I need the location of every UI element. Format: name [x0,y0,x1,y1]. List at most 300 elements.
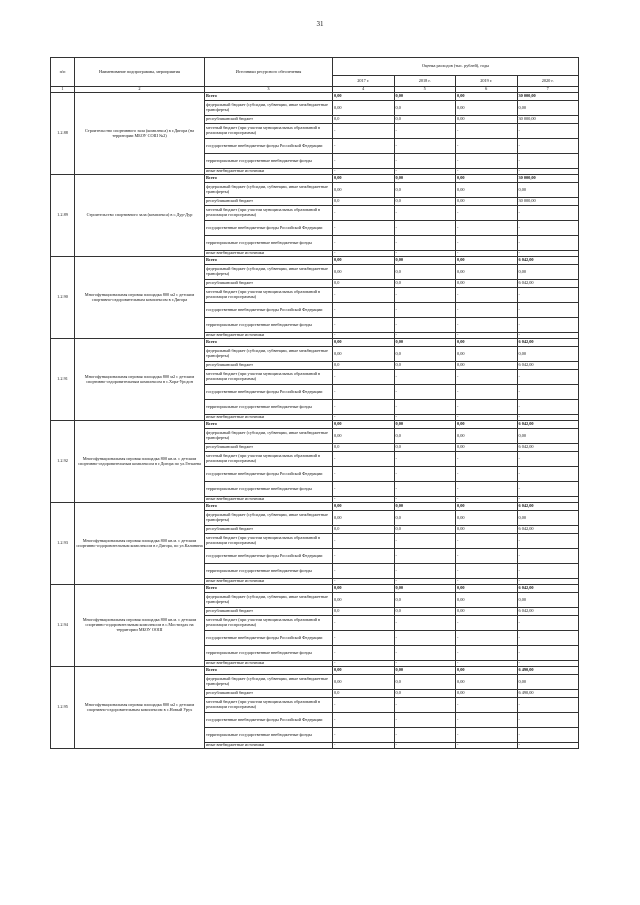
table-row [51,257,579,265]
amount-cell: - [456,616,518,631]
amount-cell: - [333,139,395,154]
funding-source: территориальные государственные внебюджетные фонды [205,318,333,333]
amount-cell: 6 042,00 [517,608,579,616]
amount-cell: 0,00 [456,503,518,511]
amount-cell: - [394,713,456,728]
amount-cell: 0,00 [456,608,518,616]
amount-cell: 0,00 [456,444,518,452]
amount-cell: 0,0 [333,198,395,206]
amount-cell: - [333,452,395,467]
amount-cell: - [394,206,456,221]
funding-source: местный бюджет (при участии муниципальных образований в реализации госпрограммы) [205,616,333,631]
amount-cell: - [456,251,518,257]
amount-cell: - [333,169,395,175]
amount-cell: - [456,452,518,467]
amount-cell: 0,00 [394,667,456,675]
amount-cell: 0,0 [333,690,395,698]
table-row [51,503,579,511]
amount-cell: - [333,467,395,482]
amount-cell: - [456,467,518,482]
amount-cell: - [517,318,579,333]
amount-cell: - [517,139,579,154]
amount-cell: - [517,728,579,743]
amount-cell: 0,0 [394,608,456,616]
amount-cell: 0,00 [333,265,395,280]
amount-cell: - [394,154,456,169]
amount-cell: - [456,288,518,303]
amount-cell: 0,00 [456,421,518,429]
funding-source: Всего [205,585,333,593]
funding-source: государственные внебюджетные фонды Российской Федерации [205,385,333,400]
amount-cell: - [456,661,518,667]
measure-name: Многофункциональная игровая площадка 800 кв.м. с детским спортивно-оздоровительным комплексом в г.Дигора по ул.Гегкаева [75,421,205,503]
amount-cell: - [456,631,518,646]
table-row [51,585,579,593]
amount-cell: - [456,318,518,333]
column-index: 4 [333,87,395,93]
amount-cell: - [456,698,518,713]
amount-cell: 0,00 [333,511,395,526]
amount-cell: 6 042,00 [517,257,579,265]
amount-cell: 0,00 [333,347,395,362]
amount-cell: - [517,385,579,400]
amount-cell: - [456,728,518,743]
amount-cell: - [456,333,518,339]
funding-source: иные внебюджетные источники [205,169,333,175]
table-row [51,421,579,429]
amount-cell: - [456,713,518,728]
amount-cell: - [394,221,456,236]
amount-cell: - [394,385,456,400]
funding-source: Всего [205,339,333,347]
measure-number: 1.2.91 [51,339,75,421]
amount-cell: 0,00 [333,503,395,511]
amount-cell: - [456,400,518,415]
column-index: 2 [75,87,205,93]
amount-cell: - [394,743,456,749]
amount-cell: 0,00 [456,280,518,288]
amount-cell: - [333,534,395,549]
funding-source: иные внебюджетные источники [205,251,333,257]
column-index: 1 [51,87,75,93]
funding-source: местный бюджет (при участии муниципальных образований в реализации госпрограммы) [205,452,333,467]
amount-cell: - [517,631,579,646]
funding-source: местный бюджет (при участии муниципальных образований в реализации госпрограммы) [205,698,333,713]
amount-cell: 0,00 [517,593,579,608]
amount-cell: 0,00 [456,265,518,280]
amount-cell: - [517,743,579,749]
table-body [51,93,579,749]
funding-source: федеральный бюджет (субсидии, субвенции, иные межбюджетные трансферты) [205,511,333,526]
amount-cell: - [333,370,395,385]
amount-cell: 6 490,00 [517,690,579,698]
funding-source: территориальные государственные внебюджетные фонды [205,482,333,497]
amount-cell: - [394,631,456,646]
header-year: 2018 г. [394,76,456,87]
amount-cell: 0,00 [333,421,395,429]
amount-cell: 0,00 [517,347,579,362]
amount-cell: - [394,251,456,257]
amount-cell: - [456,743,518,749]
column-index: 5 [394,87,456,93]
amount-cell: 0,00 [394,339,456,347]
amount-cell: 0,00 [333,175,395,183]
funding-source: территориальные государственные внебюджетные фонды [205,564,333,579]
amount-cell: - [517,251,579,257]
funding-source: территориальные государственные внебюджетные фонды [205,400,333,415]
funding-source: Всего [205,503,333,511]
amount-cell: 0,0 [394,183,456,198]
amount-cell: 0,00 [456,690,518,698]
amount-cell: - [333,124,395,139]
amount-cell: 0,00 [333,339,395,347]
amount-cell: - [333,206,395,221]
amount-cell: - [517,713,579,728]
funding-source: местный бюджет (при участии муниципальных образований в реализации госпрограммы) [205,288,333,303]
funding-source: местный бюджет (при участии муниципальных образований в реализации госпрограммы) [205,534,333,549]
measure-name: Многофункциональная игровая площадка 800 м2 с детским спортивно-оздоровительным комплексом в г.Дигора [75,257,205,339]
amount-cell: - [394,288,456,303]
amount-cell: 0,00 [456,667,518,675]
funding-source: федеральный бюджет (субсидии, субвенции, иные межбюджетные трансферты) [205,675,333,690]
amount-cell: - [333,221,395,236]
amount-cell: 0,0 [394,198,456,206]
amount-cell: 0,00 [456,93,518,101]
funding-source: федеральный бюджет (субсидии, субвенции, иные межбюджетные трансферты) [205,429,333,444]
amount-cell: 0,00 [517,511,579,526]
amount-cell: - [456,169,518,175]
measure-number: 1.2.95 [51,667,75,749]
table-row [51,667,579,675]
amount-cell: 0,0 [394,362,456,370]
funding-source: территориальные государственные внебюджетные фонды [205,236,333,251]
funding-source: республиканский бюджет [205,526,333,534]
amount-cell: - [517,333,579,339]
header-year: 2020 г. [517,76,579,87]
amount-cell: - [333,482,395,497]
amount-cell: - [333,154,395,169]
amount-cell: 0,00 [456,526,518,534]
amount-cell: - [517,206,579,221]
header-num: п/п [51,58,75,87]
amount-cell: - [456,124,518,139]
amount-cell: - [517,288,579,303]
amount-cell: - [394,124,456,139]
amount-cell: 0,00 [394,585,456,593]
amount-cell: 0,0 [394,429,456,444]
amount-cell: - [394,333,456,339]
amount-cell: 30 000,00 [517,116,579,124]
amount-cell: 0,00 [333,429,395,444]
amount-cell: - [394,139,456,154]
amount-cell: - [456,221,518,236]
amount-cell: - [394,549,456,564]
amount-cell: - [456,303,518,318]
amount-cell: - [333,415,395,421]
measure-number: 1.2.94 [51,585,75,667]
funding-source: территориальные государственные внебюджетные фонды [205,646,333,661]
measure-name: Строительство спортивного зала (комплекса) в с.Дур-Дур [75,175,205,257]
funding-source: государственные внебюджетные фонды Российской Федерации [205,713,333,728]
amount-cell: - [456,579,518,585]
amount-cell: - [333,698,395,713]
amount-cell: - [456,415,518,421]
measure-name: Многофункциональная игровая площадка 800 м2 с детским спортивно-оздоровительным комплексом в с.Хора-Урсдон [75,339,205,421]
amount-cell: 6 042,00 [517,362,579,370]
amount-cell: 30 000,00 [517,93,579,101]
amount-cell: 6 042,00 [517,503,579,511]
funding-source: Всего [205,257,333,265]
amount-cell: - [456,534,518,549]
funding-source: государственные внебюджетные фонды Российской Федерации [205,221,333,236]
amount-cell: 6 042,00 [517,421,579,429]
funding-source: республиканский бюджет [205,690,333,698]
funding-source: государственные внебюджетные фонды Российской Федерации [205,549,333,564]
amount-cell: 30 000,00 [517,175,579,183]
amount-cell: 0,00 [456,362,518,370]
amount-cell: - [517,169,579,175]
amount-cell: - [333,743,395,749]
amount-cell: 0,00 [456,593,518,608]
amount-cell: - [333,549,395,564]
amount-cell: - [517,154,579,169]
amount-cell: - [333,728,395,743]
amount-cell: - [517,303,579,318]
amount-cell: 0,00 [333,585,395,593]
amount-cell: - [394,415,456,421]
measure-name: Многофункциональная игровая площадка 800 кв.м. с детским спортивно-оздоровительным комплексом в г.Дигора, по ул.Калинина [75,503,205,585]
amount-cell: - [333,385,395,400]
amount-cell: - [333,288,395,303]
amount-cell: 0,00 [333,593,395,608]
funding-source: Всего [205,175,333,183]
measure-number: 1.2.89 [51,175,75,257]
funding-source: государственные внебюджетные фонды Российской Федерации [205,467,333,482]
funding-source: федеральный бюджет (субсидии, субвенции, иные межбюджетные трансферты) [205,183,333,198]
funding-source: республиканский бюджет [205,608,333,616]
amount-cell: 0,00 [333,183,395,198]
amount-cell: - [456,139,518,154]
amount-cell: 0,00 [456,339,518,347]
amount-cell: - [394,728,456,743]
amount-cell: - [394,698,456,713]
amount-cell: - [517,221,579,236]
funding-source: республиканский бюджет [205,444,333,452]
amount-cell: - [394,370,456,385]
amount-cell: 0,0 [333,608,395,616]
amount-cell: 0,00 [394,175,456,183]
amount-cell: - [456,482,518,497]
funding-source: федеральный бюджет (субсидии, субвенции, иные межбюджетные трансферты) [205,265,333,280]
funding-source: федеральный бюджет (субсидии, субвенции, иные межбюджетные трансферты) [205,593,333,608]
amount-cell: - [394,236,456,251]
amount-cell: 0,00 [517,429,579,444]
amount-cell: - [456,370,518,385]
funding-source: иные внебюджетные источники [205,661,333,667]
amount-cell: - [456,646,518,661]
header-year: 2017 г. [333,76,395,87]
amount-cell: - [394,400,456,415]
funding-source: Всего [205,667,333,675]
table-row [51,175,579,183]
amount-cell: 0,00 [456,175,518,183]
amount-cell: - [394,452,456,467]
amount-cell: 0,00 [333,667,395,675]
funding-source: иные внебюджетные источники [205,415,333,421]
amount-cell: - [394,579,456,585]
amount-cell: - [333,303,395,318]
amount-cell: 6 042,00 [517,280,579,288]
amount-cell: 0,00 [517,183,579,198]
amount-cell: - [394,661,456,667]
amount-cell: 30 000,00 [517,198,579,206]
amount-cell: - [517,482,579,497]
funding-source: республиканский бюджет [205,362,333,370]
amount-cell: - [517,236,579,251]
amount-cell: 6 042,00 [517,444,579,452]
funding-source: республиканский бюджет [205,280,333,288]
amount-cell: 0,00 [456,183,518,198]
amount-cell: - [394,534,456,549]
amount-cell: - [333,400,395,415]
column-index: 3 [205,87,333,93]
amount-cell: - [333,318,395,333]
table-row [51,339,579,347]
amount-cell: - [517,467,579,482]
funding-source: территориальные государственные внебюджетные фонды [205,154,333,169]
funding-source: Всего [205,93,333,101]
funding-source: государственные внебюджетные фонды Российской Федерации [205,303,333,318]
amount-cell: 0,00 [333,675,395,690]
funding-source: местный бюджет (при участии муниципальных образований в реализации госпрограммы) [205,370,333,385]
amount-cell: - [333,497,395,503]
funding-source: иные внебюджетные источники [205,579,333,585]
amount-cell: - [517,616,579,631]
amount-cell: 0,0 [394,280,456,288]
amount-cell: 0,00 [517,675,579,690]
amount-cell: - [333,646,395,661]
amount-cell: - [517,497,579,503]
amount-cell: - [394,482,456,497]
amount-cell: - [517,564,579,579]
amount-cell: 0,0 [333,526,395,534]
amount-cell: 0,00 [456,429,518,444]
amount-cell: 0,0 [394,347,456,362]
funding-source: федеральный бюджет (субсидии, субвенции, иные межбюджетные трансферты) [205,101,333,116]
amount-cell: - [456,236,518,251]
amount-cell: - [394,616,456,631]
amount-cell: 0,00 [394,503,456,511]
amount-cell: 0,00 [456,116,518,124]
budget-table [50,57,579,749]
amount-cell: 0,0 [394,593,456,608]
measure-number: 1.2.88 [51,93,75,175]
amount-cell: - [517,549,579,564]
amount-cell: - [333,713,395,728]
amount-cell: 0,0 [333,444,395,452]
amount-cell: 0,00 [333,257,395,265]
funding-source: государственные внебюджетные фонды Российской Федерации [205,631,333,646]
column-index: 6 [456,87,518,93]
amount-cell: - [517,415,579,421]
amount-cell: 0,0 [394,116,456,124]
funding-source: иные внебюджетные источники [205,743,333,749]
amount-cell: 6 042,00 [517,339,579,347]
amount-cell: - [456,154,518,169]
table-row [51,93,579,101]
amount-cell: 0,0 [394,511,456,526]
amount-cell: 0,0 [394,690,456,698]
amount-cell: - [517,661,579,667]
amount-cell: - [394,646,456,661]
amount-cell: - [517,370,579,385]
amount-cell: 0,00 [333,101,395,116]
amount-cell: - [333,251,395,257]
funding-source: территориальные государственные внебюджетные фонды [205,728,333,743]
amount-cell: 0,00 [394,421,456,429]
measure-name: Многофункциональная игровая площадка 800 кв.м. с детским спортивно-оздоровительным комплексом в с.Мостиздах на территории МБОУ ООШ [75,585,205,667]
amount-cell: - [333,616,395,631]
funding-source: государственные внебюджетные фонды Российской Федерации [205,139,333,154]
amount-cell: 0,0 [333,116,395,124]
amount-cell: - [333,333,395,339]
amount-cell: - [394,169,456,175]
funding-source: иные внебюджетные источники [205,333,333,339]
funding-source: иные внебюджетные источники [205,497,333,503]
column-index: 7 [517,87,579,93]
amount-cell: 0,00 [333,93,395,101]
amount-cell: 6 490,00 [517,667,579,675]
header-name: Наименование подпрограммы, мероприятия [75,58,205,87]
amount-cell: - [456,497,518,503]
amount-cell: 0,0 [394,526,456,534]
amount-cell: 0,00 [456,257,518,265]
amount-cell: 0,00 [456,511,518,526]
amount-cell: - [394,303,456,318]
measure-number: 1.2.92 [51,421,75,503]
amount-cell: 0,0 [394,444,456,452]
amount-cell: - [456,385,518,400]
funding-source: местный бюджет (при участии муниципальных образований в реализации госпрограммы) [205,124,333,139]
amount-cell: - [333,236,395,251]
amount-cell: 0,00 [394,93,456,101]
amount-cell: 0,0 [394,675,456,690]
page-number: 31 [316,20,324,28]
amount-cell: - [333,631,395,646]
amount-cell: - [517,698,579,713]
amount-cell: - [517,579,579,585]
measure-name: Строительство спортивного зала (комплекса) в г.Дигора (на территории МБОУ СОШ №2) [75,93,205,175]
amount-cell: 0,0 [333,362,395,370]
amount-cell: 6 042,00 [517,585,579,593]
amount-cell: 0,0 [394,101,456,116]
amount-cell: - [394,497,456,503]
amount-cell: 0,00 [456,585,518,593]
amount-cell: 0,00 [456,101,518,116]
amount-cell: 6 042,00 [517,526,579,534]
amount-cell: - [517,534,579,549]
measure-number: 1.2.90 [51,257,75,339]
amount-cell: - [517,400,579,415]
funding-source: федеральный бюджет (субсидии, субвенции, иные межбюджетные трансферты) [205,347,333,362]
amount-cell: 0,00 [456,347,518,362]
amount-cell: 0,00 [394,257,456,265]
amount-cell: - [333,661,395,667]
funding-source: республиканский бюджет [205,116,333,124]
amount-cell: 0,00 [456,198,518,206]
header-year: 2019 г. [456,76,518,87]
funding-source: Всего [205,421,333,429]
